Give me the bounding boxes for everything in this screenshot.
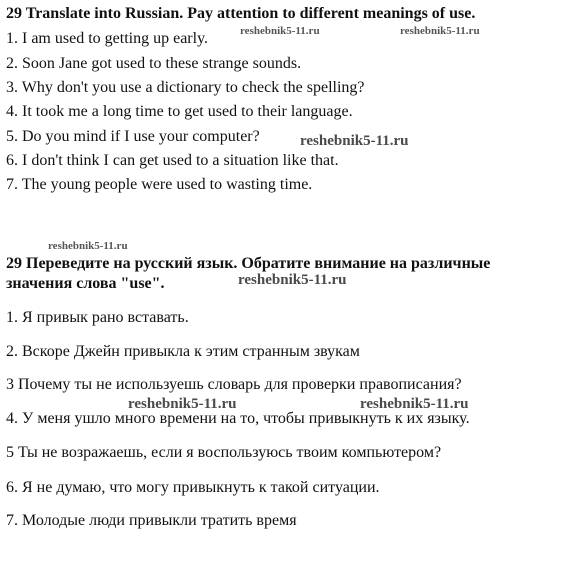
english-item-6: 6. I don't think I can get used to a situation like that.	[6, 152, 339, 169]
english-item-7: 7. The young people were used to wasting time.	[6, 176, 313, 193]
watermark: reshebnik5-11.ru	[128, 396, 237, 412]
english-item-5: 5. Do you mind if I use your computer?	[6, 128, 260, 145]
russian-item-2: 2. Вскоре Джейн привыкла к этим странным звукам	[6, 343, 360, 360]
watermark: reshebnik5-11.ru	[400, 25, 480, 37]
english-item-2: 2. Soon Jane got used to these strange sounds.	[6, 55, 302, 72]
english-item-4: 4. It took me a long time to get used to their language.	[6, 103, 353, 120]
russian-item-6: 6. Я не думаю, что могу привыкнуть к такой ситуации.	[6, 479, 380, 496]
russian-exercise-heading-line1: 29 Переведите на русский язык. Обратите внимание на различные	[6, 255, 491, 272]
watermark: reshebnik5-11.ru	[48, 240, 128, 252]
english-item-1: 1. I am used to getting up early.	[6, 30, 209, 47]
watermark: reshebnik5-11.ru	[300, 133, 409, 149]
russian-item-7: 7. Молодые люди привыкли тратить время	[6, 512, 297, 529]
english-exercise-heading: 29 Translate into Russian. Pay attention to different meanings of use.	[6, 5, 476, 22]
watermark: reshebnik5-11.ru	[240, 25, 320, 37]
russian-item-1: 1. Я привык рано вставать.	[6, 309, 189, 326]
watermark: reshebnik5-11.ru	[360, 396, 469, 412]
russian-item-5: 5 Ты не возражаешь, если я воспользуюсь твоим компьютером?	[6, 444, 442, 461]
russian-item-4: 4. У меня ушло много времени на то, чтобы привыкнуть к их языку.	[6, 410, 470, 427]
russian-item-3: 3 Почему ты не используешь словарь для проверки правописания?	[6, 376, 462, 393]
english-item-3: 3. Why don't you use a dictionary to check the spelling?	[6, 79, 365, 96]
russian-exercise-heading-line2: значения слова "use".	[6, 275, 165, 292]
watermark: reshebnik5-11.ru	[238, 272, 347, 288]
